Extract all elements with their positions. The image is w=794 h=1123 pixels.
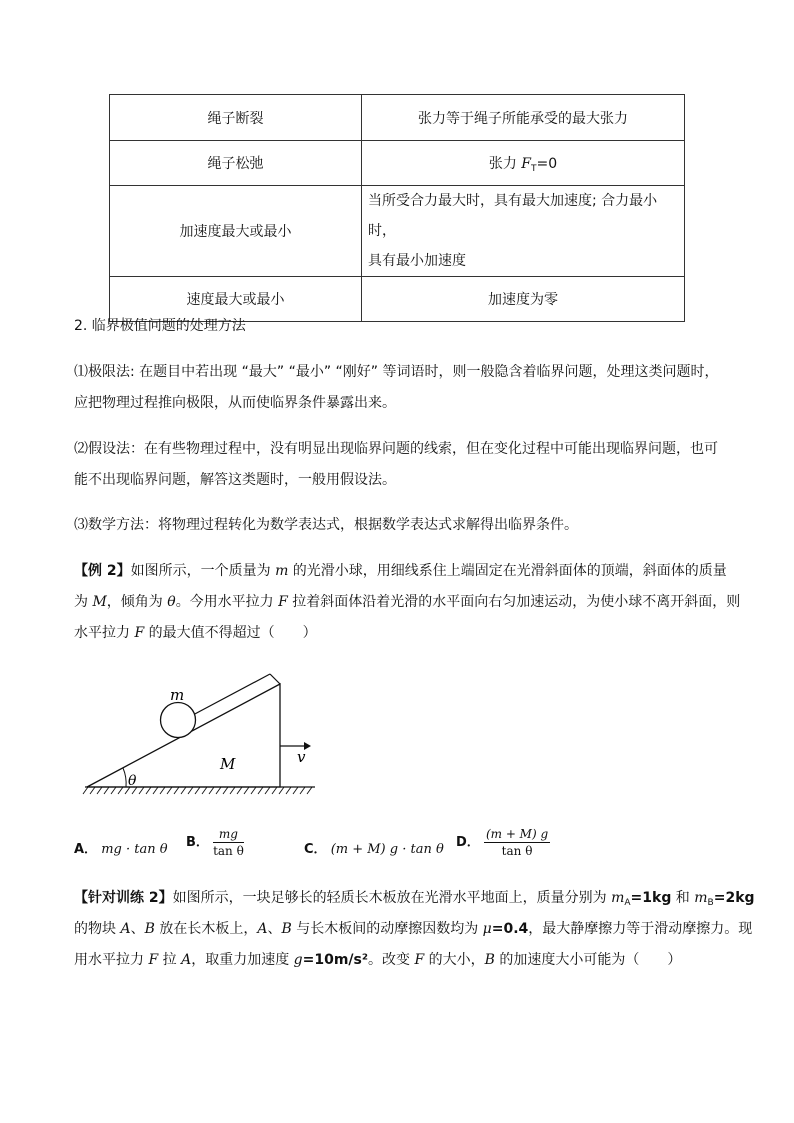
option-c[interactable] [304, 838, 444, 857]
example-2-line-1 [74, 561, 734, 581]
option-b-denominator: tan θ [213, 844, 244, 858]
ground-hatching [83, 787, 312, 794]
var-A: A [120, 921, 131, 937]
training-tag: 【针对训练 2】 [74, 890, 173, 906]
var-theta: θ [167, 594, 176, 610]
var-m: m [611, 890, 625, 906]
option-d[interactable] [456, 827, 550, 858]
method-1-line-1: ⑴极限法: 在题目中若出现 “最大” “最小” “刚好” 等词语时，则一般隐含着临界问题，处理这类问题时， [74, 364, 719, 380]
text: 的最大值不得超过（ ） [144, 625, 317, 641]
text: 的加速度大小可能为（ ） [494, 952, 682, 968]
example-tag: 【例 2】 [74, 563, 131, 579]
critical-conditions-table [109, 94, 685, 322]
method-2-line-1: ⑵假设法：在有些物理过程中，没有明显出现临界问题的线索，但在变化过程中可能出现临界问题，也可 [74, 441, 718, 457]
value-mB: =2kg [713, 890, 755, 906]
text: 。改变 [368, 952, 415, 968]
label-theta: θ [128, 773, 137, 789]
text: 放在长木板上， [154, 921, 258, 937]
var-m: m [275, 563, 289, 579]
option-c-label: C． [304, 842, 327, 857]
method-1-line-2: 应把物理过程推向极限，从而使临界条件暴露出来。 [74, 395, 396, 411]
text: 拉 [158, 952, 182, 968]
option-a-label: A． [74, 842, 98, 857]
text: 如图所示，一个质量为 [130, 563, 276, 579]
option-b-fraction [213, 827, 244, 858]
table-cell-condition: 绳子松弛 [110, 141, 362, 186]
text: ，取重力加速度 [191, 952, 294, 968]
text: 的大小， [424, 952, 485, 968]
var-m: m [694, 890, 708, 906]
text: 拉着斜面体沿着光滑的水平面向右匀加速运动，为使小球不离开斜面，则 [287, 594, 741, 610]
option-d-label: D． [456, 835, 480, 850]
training-2-line-3 [74, 950, 734, 970]
result-suffix: =0 [536, 155, 558, 172]
var-M: M [92, 594, 107, 610]
tension-symbol: F [521, 155, 532, 172]
value-mu: =0.4 [491, 921, 529, 937]
var-A: A [257, 921, 268, 937]
var-F: F [134, 625, 145, 641]
result-line-1: 当所受合力最大时，具有最大加速度; 合力最小时， [368, 193, 658, 239]
text: 的物块 [74, 921, 121, 937]
value-mA: =1kg [630, 890, 672, 906]
option-d-numerator: (m + M) g [485, 827, 549, 841]
var-mu: μ [482, 921, 492, 937]
string-top-connector [270, 674, 280, 684]
section-heading: 2. 临界极值问题的处理方法 [74, 318, 246, 334]
subscript-B: B [707, 898, 714, 908]
var-B: B [281, 921, 292, 937]
text: 与长木板间的动摩擦因数均为 [291, 921, 483, 937]
subscript-A: A [624, 898, 631, 908]
text: ，最大静摩擦力等于滑动摩擦力。现 [528, 921, 753, 937]
table-row [110, 186, 685, 277]
tension-subscript: T [531, 163, 537, 174]
text: ，倾角为 [106, 594, 168, 610]
var-A: A [181, 952, 192, 968]
table-cell-condition: 速度最大或最小 [110, 277, 362, 322]
text: 的光滑小球，用细线系住上端固定在光滑斜面体的顶端，斜面体的质量 [288, 563, 727, 579]
var-F: F [148, 952, 159, 968]
angle-arc [123, 768, 126, 787]
table-row [110, 277, 685, 322]
table-cell-result [362, 186, 685, 277]
example-2-line-3 [74, 623, 734, 643]
text: 用水平拉力 [74, 952, 149, 968]
text: 、 [267, 921, 282, 937]
text: 、 [130, 921, 145, 937]
var-B: B [484, 952, 495, 968]
table-cell-result [362, 141, 685, 186]
result-line-2: 具有最小加速度 [368, 253, 466, 269]
training-2-line-1 [74, 888, 755, 913]
table-cell-result: 张力等于绳子所能承受的最大张力 [362, 95, 685, 141]
option-b-label: B． [186, 835, 209, 850]
text: 如图所示，一块足够长的轻质长木板放在光滑水平地面上，质量分别为 [172, 890, 612, 906]
var-F: F [278, 594, 288, 610]
option-d-fraction [484, 827, 550, 858]
option-c-expression: (m + M) g · tan θ [330, 842, 444, 857]
value-g: =10m/s² [302, 952, 369, 968]
method-2-line-2: 能不出现临界问题，解答这类题时，一般用假设法。 [74, 472, 396, 488]
table-cell-condition: 加速度最大或最小 [110, 186, 362, 277]
table-row [110, 95, 685, 141]
training-2-line-2 [74, 919, 753, 939]
option-d-denominator: tan θ [501, 844, 533, 858]
text: 和 [671, 890, 695, 906]
var-F: F [414, 952, 425, 968]
table-row [110, 141, 685, 186]
text: 。今用水平拉力 [175, 594, 279, 610]
text: 为 [74, 594, 93, 610]
table-cell-result: 加速度为零 [362, 277, 685, 322]
text: 水平拉力 [74, 625, 135, 641]
option-b-numerator: mg [213, 827, 244, 843]
var-g: g [293, 952, 303, 968]
table-cell-condition: 绳子断裂 [110, 95, 362, 141]
label-M: M [220, 755, 236, 773]
label-m: m [170, 686, 185, 704]
option-b[interactable] [186, 827, 244, 858]
option-a[interactable] [74, 838, 168, 857]
method-3: ⑶数学方法：将物理过程转化为数学表达式，根据数学表达式求解得出临界条件。 [74, 517, 578, 533]
ball [161, 703, 196, 738]
result-prefix: 张力 [488, 155, 522, 172]
example-2-line-2 [74, 592, 741, 612]
option-a-expression: mg · tan θ [101, 842, 168, 857]
var-B: B [144, 921, 155, 937]
incline-diagram [82, 672, 322, 800]
label-v: v [297, 748, 306, 766]
